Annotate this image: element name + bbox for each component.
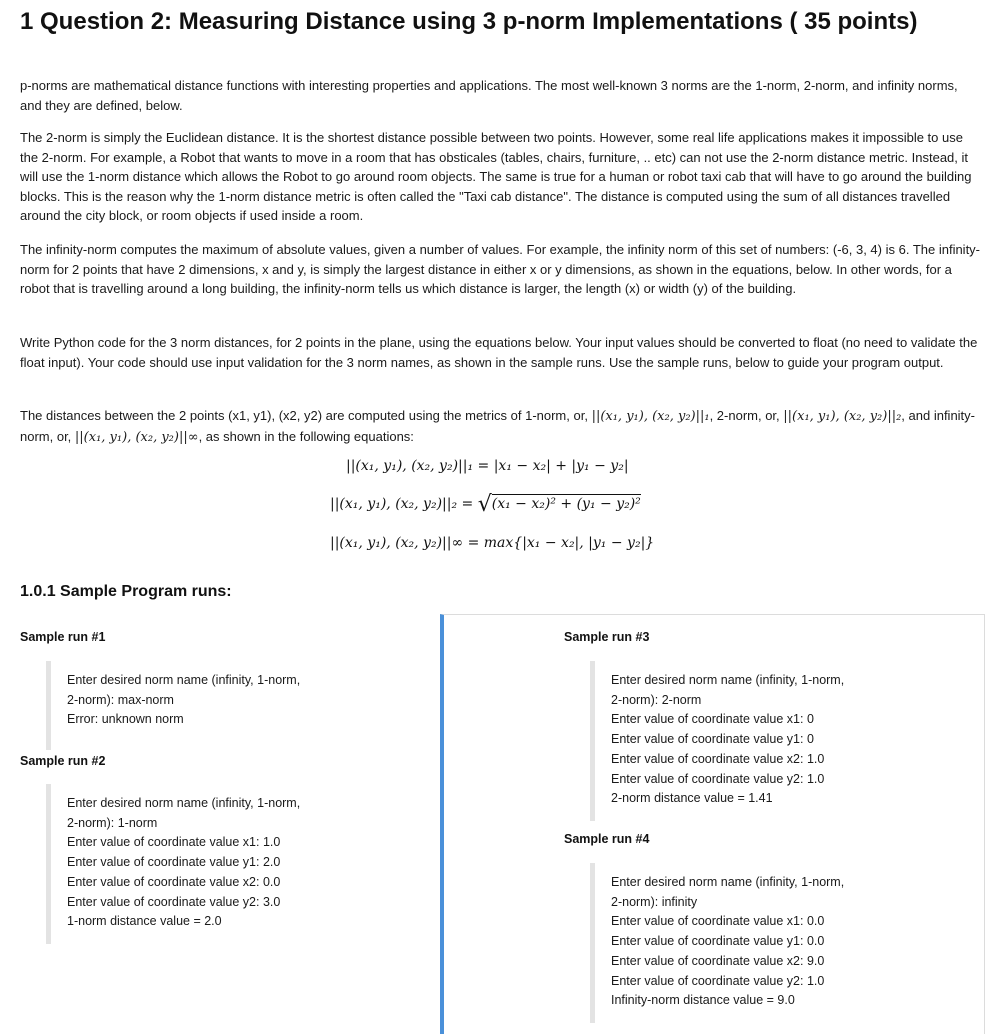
output-line: Enter value of coordinate value y2: 1.0 <box>611 973 825 988</box>
output-line: Enter value of coordinate value y1: 0.0 <box>611 934 825 949</box>
two-norm-equation <box>330 492 641 517</box>
square-root-icon: √ <box>477 492 492 517</box>
infinity-norm-inline-math: ||(x₁, y₁), (x₂, y₂)||∞ <box>74 429 199 445</box>
output-line: Enter value of coordinate value x1: 1.0 <box>67 835 281 850</box>
output-line: Enter value of coordinate value y1: 0 <box>611 732 814 747</box>
sample-run-1-output <box>46 661 300 750</box>
output-line: Enter value of coordinate value x2: 9.0 <box>611 953 825 968</box>
output-line: 2-norm distance value = 1.41 <box>611 791 773 806</box>
distances-mid2: , and infinity-norm, or, <box>20 408 975 444</box>
output-line: 2-norm): infinity <box>611 894 698 909</box>
output-line: Enter desired norm name (infinity, 1-norm, <box>67 673 301 687</box>
output-line: Error: unknown norm <box>67 712 184 727</box>
output-line: Enter value of coordinate value x1: 0.0 <box>611 914 825 929</box>
output-line: Enter value of coordinate value y2: 3.0 <box>67 894 281 909</box>
output-line: Enter value of coordinate value x1: 0 <box>611 712 814 727</box>
question-heading: 1 Question 2: Measuring Distance using 3 p-norm Implementations ( 35 points) <box>20 8 918 35</box>
output-line: Enter value of coordinate value y2: 1.0 <box>611 771 825 786</box>
output-line: Enter value of coordinate value x2: 0.0 <box>67 874 281 889</box>
output-line: Enter value of coordinate value y1: 2.0 <box>67 855 281 870</box>
output-line: 1-norm distance value = 2.0 <box>67 914 222 929</box>
sample-run-4-output <box>590 863 844 1023</box>
sample-run-3-title: Sample run #3 <box>564 630 650 644</box>
distances-mid1: , 2-norm, or, <box>709 408 780 423</box>
two-norm-equation-lhs: ||(x₁, y₁), (x₂, y₂)||₂ = <box>330 496 474 512</box>
output-line: Enter desired norm name (infinity, 1-norm, <box>67 796 301 810</box>
one-norm-inline-math: ||(x₁, y₁), (x₂, y₂)||₁ <box>591 409 710 424</box>
output-line: Enter value of coordinate value x2: 1.0 <box>611 751 825 766</box>
task-paragraph: Write Python code for the 3 norm distances, for 2 points in the plane, using the equations below. Your input values should be converted to float (no need to validate the float input). Your code should use input validation for the 3 norm names, as shown in the sample runs. Use the sample runs, below to guide your program output. <box>20 335 978 370</box>
sample-run-1-title: Sample run #1 <box>20 630 106 644</box>
infinity-norm-paragraph: The infinity-norm computes the maximum of absolute values, given a number of values. For example, the infinity norm of this set of numbers: (-6, 3, 4) is 6. The infinity-norm for 2 points that have 2 dimensions, x and y, is simply the largest distance in either x or y dimensions, as shown in the equations, below. In other words, for a robot that is travelling around a long building, the infinity-norm tells us which distance is larger, the length (x) or width (y) of the building. <box>20 242 981 296</box>
distances-paragraph <box>20 406 980 447</box>
one-norm-equation: ||(x₁, y₁), (x₂, y₂)||₁ = |x₁ − x₂| + |y₁ − y₂| <box>346 458 629 474</box>
infinity-norm-equation: ||(x₁, y₁), (x₂, y₂)||∞ = max{|x₁ − x₂|, |y₁ − y₂|} <box>330 535 655 551</box>
sample-run-2-output <box>46 784 300 944</box>
two-norm-inline-math: ||(x₁, y₁), (x₂, y₂)||₂ <box>783 409 902 424</box>
distances-prefix: The distances between the 2 points (x1, y1), (x2, y2) are computed using the metrics of 1-norm, or, <box>20 408 588 423</box>
two-norm-paragraph: The 2-norm is simply the Euclidean distance. It is the shortest distance possible between two points. However, some real life applications makes it impossible to use the 2-norm. For example, a Robot that wants to move in a room that has obsticales (tables, chairs, furniture, .. etc) can not use the 2-norm distance metric. Instead, it will use the 1-norm distance which allows the Robot to go around room objects. The same is true for a human or robot taxi cab that will have to go around the building blocks. This is the reason why the 1-norm distance metric is often called the "Taxi cab distance". The distance is computed using the sum of all distances travelled around the city block, or room objects if used inside a room. <box>20 130 972 223</box>
output-line: 2-norm): 1-norm <box>67 815 158 830</box>
output-line: Infinity-norm distance value = 9.0 <box>611 993 795 1008</box>
intro-paragraph: p-norms are mathematical distance functions with interesting properties and applications. The most well-known 3 norms are the 1-norm, 2-norm, and infinity norms, and they are defined, below. <box>20 78 958 113</box>
sample-run-3-output <box>590 661 844 821</box>
output-line: Enter desired norm name (infinity, 1-norm, <box>611 673 845 687</box>
two-norm-radicand: (x₁ − x₂)² + (y₁ − y₂)² <box>491 496 641 512</box>
sample-runs-heading: 1.0.1 Sample Program runs: <box>20 583 232 600</box>
norm-equations <box>0 456 1000 566</box>
distances-suffix: , as shown in the following equations: <box>198 428 414 444</box>
output-line: 2-norm): max-norm <box>67 692 174 707</box>
sample-run-4-title: Sample run #4 <box>564 832 650 846</box>
output-line: 2-norm): 2-norm <box>611 692 702 707</box>
output-line: Enter desired norm name (infinity, 1-norm, <box>611 875 845 889</box>
sample-run-2-title: Sample run #2 <box>20 754 106 768</box>
